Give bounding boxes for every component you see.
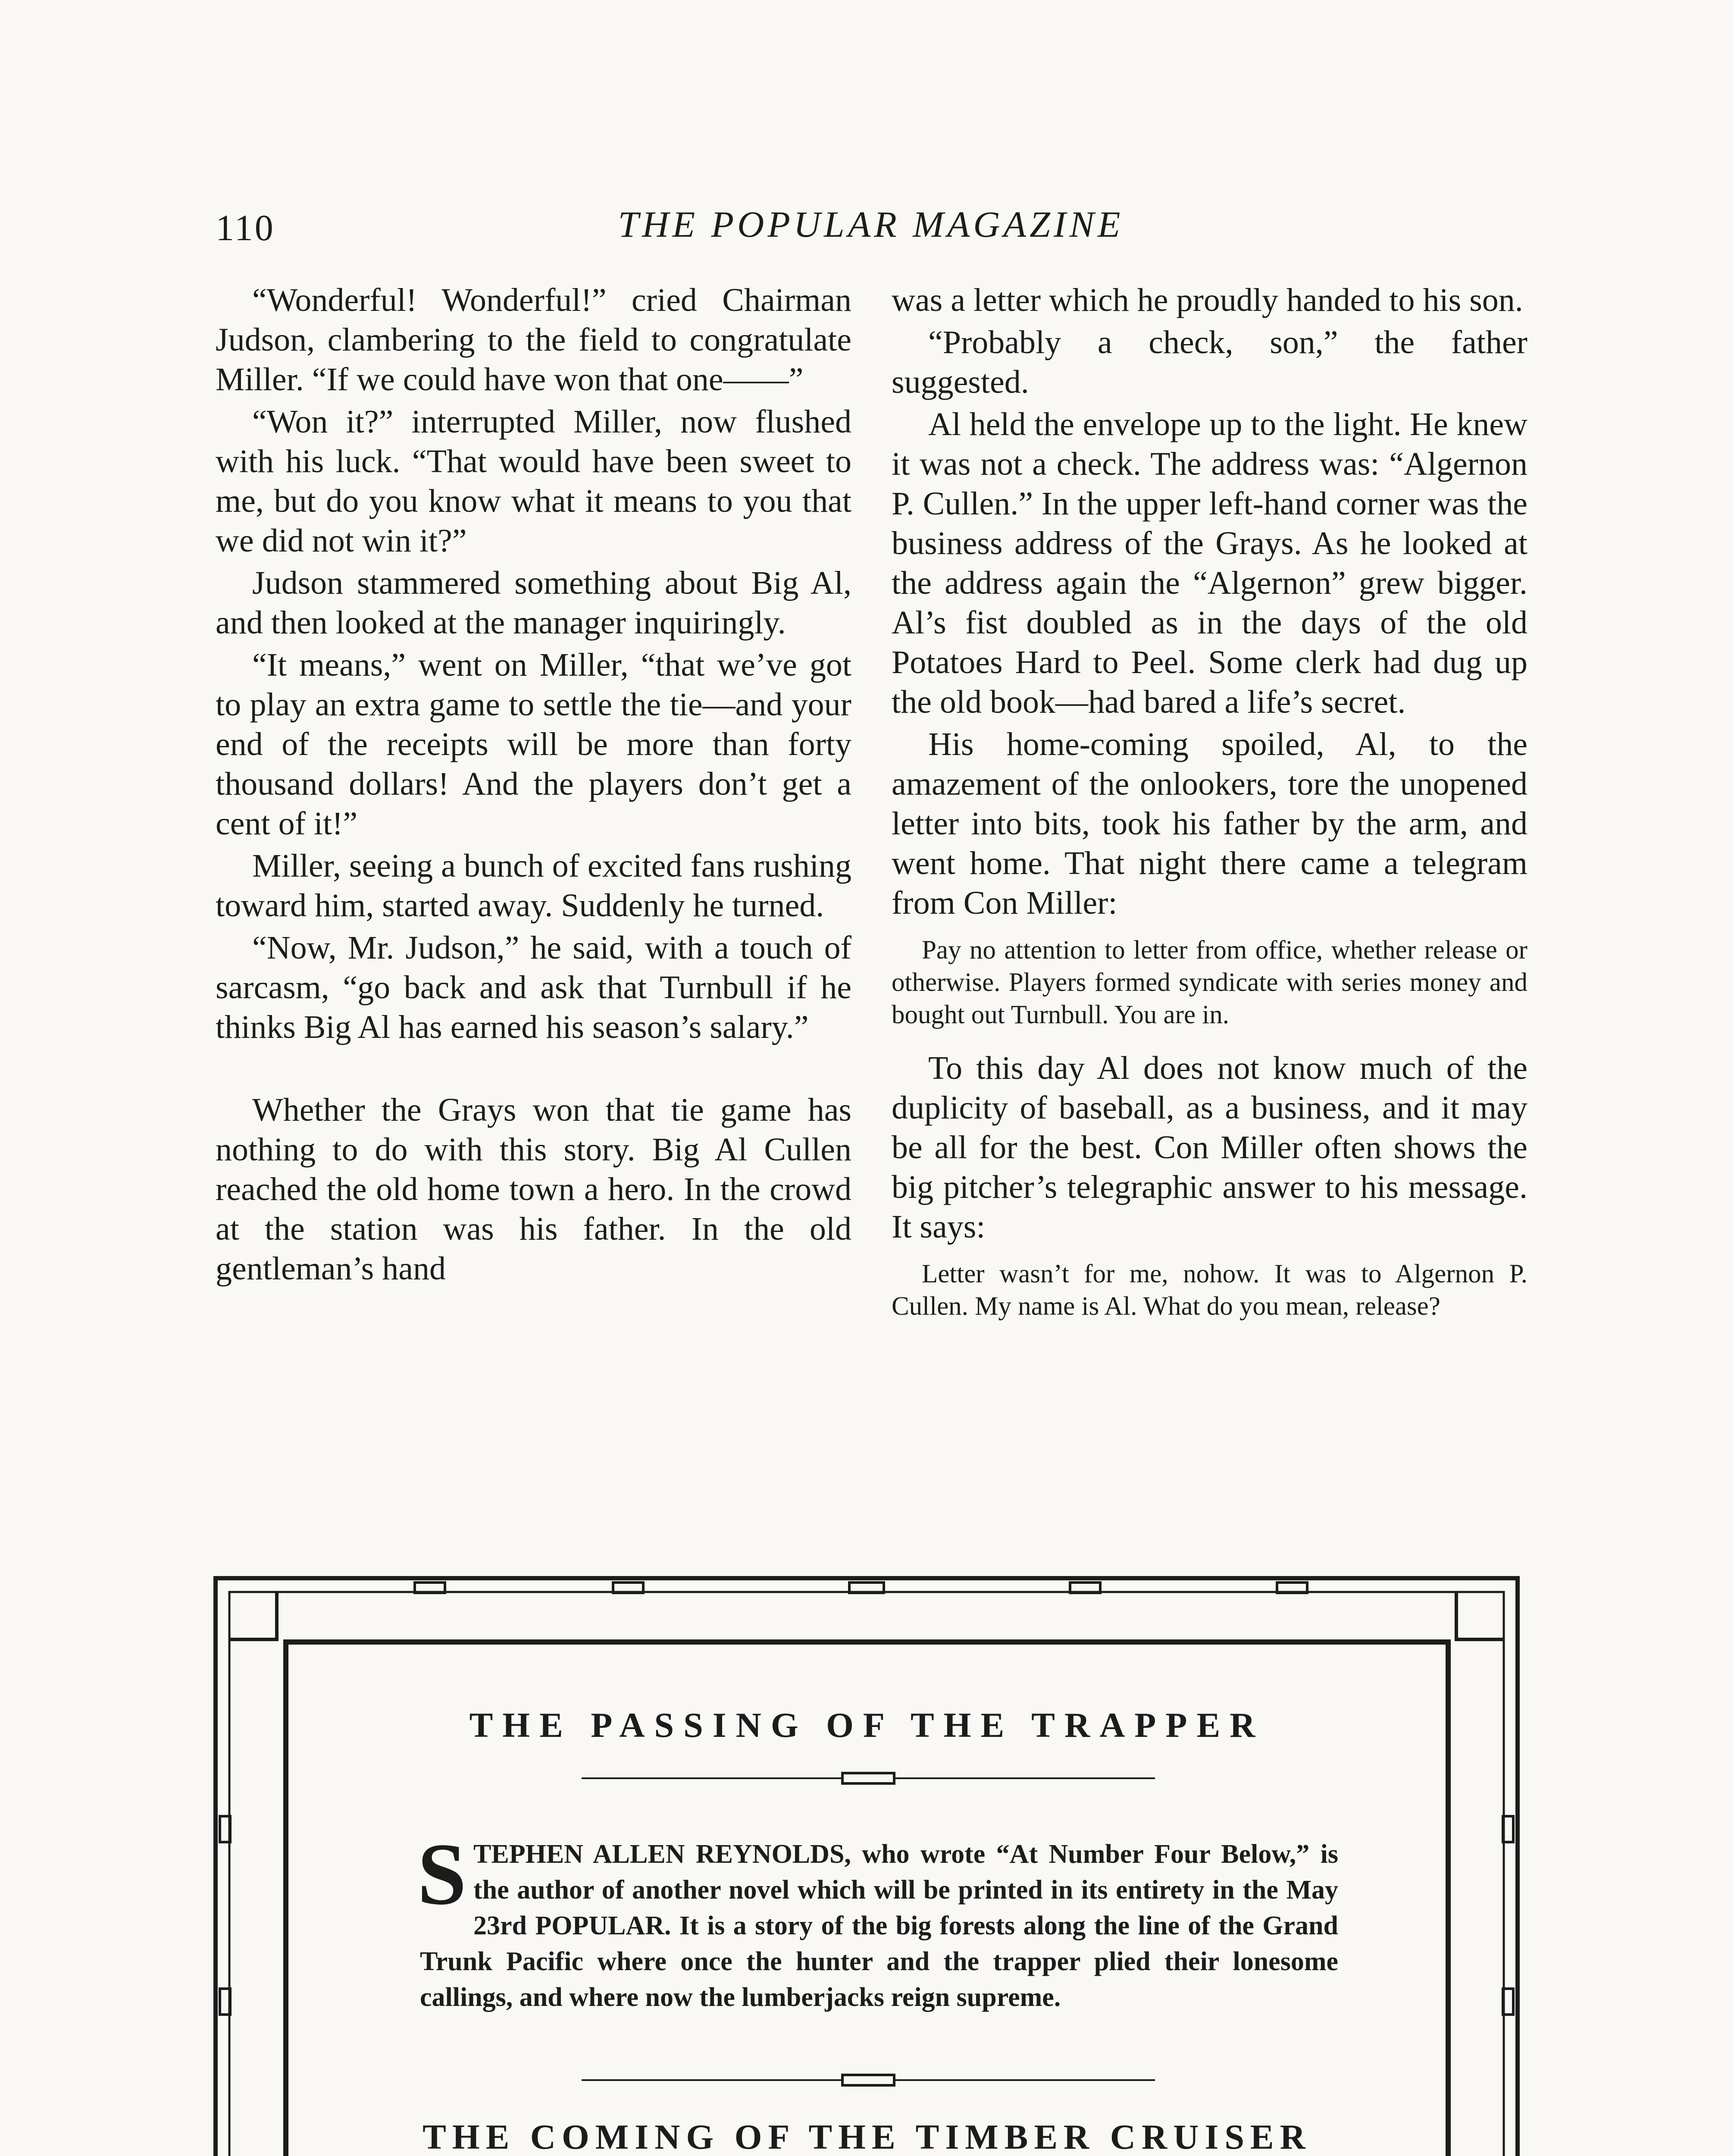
paragraph: His home-coming spoiled, Al, to the amazement of the onlookers, tore the unopened letter into bits, took his father by the arm, and went home. That night there came a telegram from Con Miller: (892, 726, 1527, 921)
paragraph: “Now, Mr. Judson,” he said, with a touch of sarcasm, “go back and ask that Turnbull if he thinks Big Al has earned his season’s salary.” (216, 930, 851, 1045)
paragraph: Al held the envelope up to the light. He knew it was not a check. The address was: “Algernon P. Cullen.” In the upper left-hand corner was the business address of the Grays. As he looked at the address again the “Algernon” grew bigger. Al’s fist doubled as in the days of the old Potatoes Hard to Peel. Some clerk had dug up the old book—had bared a life’s secret. (892, 406, 1527, 720)
paragraph: To this day Al does not know much of the duplicity of baseball, as a business, and it may be all for the best. Con Miller often shows the big pitcher’s telegraphic answer to his message. It says: (892, 1050, 1527, 1245)
page-header (216, 203, 1526, 254)
right-column (892, 280, 1527, 1340)
paragraph: Whether the Grays won that tie game has nothing to do with this story. Big Al Cullen reached the old home town a hero. In the crowd at the station was his father. In the old gentleman’s hand (216, 1092, 851, 1287)
page-number: 110 (216, 207, 275, 248)
advertisement-box (212, 1575, 1521, 2156)
paragraph: Miller, seeing a bunch of excited fans rushing toward him, started away. Suddenly he turned. (216, 848, 851, 924)
left-column (216, 280, 851, 1291)
paragraph: “It means,” went on Miller, “that we’ve got to play an extra game to settle the tie—and your end of the receipts will be more than forty thousand dollars! And the players don’t get a cent of it!” (216, 647, 851, 842)
inner-panel (283, 1639, 1451, 2156)
telegram-reply: Letter wasn’t for me, nohow. It was to Algernon P. Cullen. My name is Al. What do you mean, release? (892, 1260, 1527, 1321)
divider-ornament (288, 2071, 1446, 2089)
divider-ornament (288, 1770, 1446, 1787)
paragraph: “Probably a check, son,” the father suggested. (892, 324, 1527, 400)
paragraph: was a letter which he proudly handed to his son. (892, 282, 1523, 318)
advert-text (417, 1825, 1338, 2015)
running-head: THE POPULAR MAGAZINE (618, 204, 1124, 245)
paragraph: “Won it?” interrupted Miller, now flushed with his luck. “That would have been sweet to me, but do you know what it means to you that we did not win it?” (216, 404, 851, 559)
paragraph: “Wonderful! Wonderful!” cried Chairman Judson, clambering to the field to congratulate Miller. “If we could have won that one——” (216, 282, 851, 398)
advert-body: TEPHEN ALLEN REYNOLDS, who wrote “At Number Four Below,” is the author of another novel which will be printed in its entirety in the May 23rd POPULAR. It is a story of the big forests along the line of the Grand Trunk Pacific where once the hunter and the trapper plied their lonesome callings, and where now the lumberjacks reign supreme. (420, 1839, 1338, 2012)
paragraph: Judson stammered something about Big Al, and then looked at the manager inquiringly. (216, 565, 851, 641)
advert-title-bottom: THE COMING OF THE TIMBER CRUISER (423, 2117, 1311, 2156)
drop-cap: S (417, 1825, 467, 1923)
telegram-quote: Pay no attention to letter from office, whether release or otherwise. Players formed syndicate with series money and bought out Turnbull. You are in. (892, 936, 1527, 1029)
advert-title-top: THE PASSING OF THE TRAPPER (469, 1705, 1265, 1745)
